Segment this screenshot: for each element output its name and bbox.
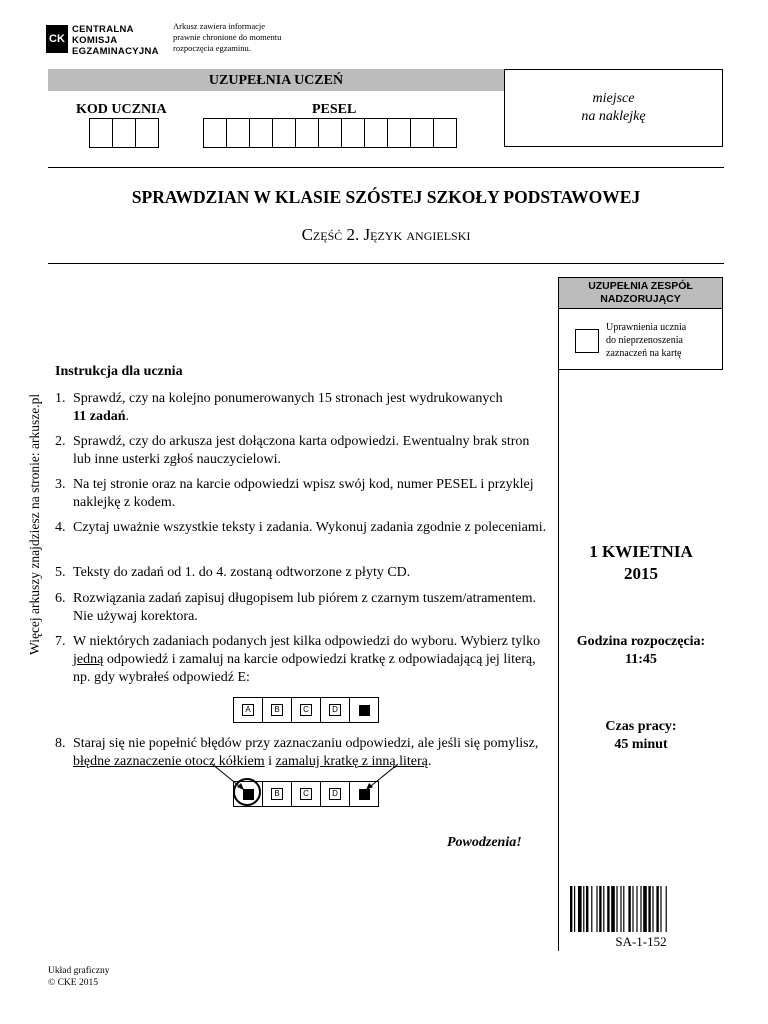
- footer-credits: Układ graficzny © CKE 2015: [48, 966, 110, 988]
- instruction-item: 2. Sprawdź, czy do arkusza jest dołączona karta odpowiedzi. Ewentualny brak stron lub inne usterki zgłoś nauczycielowi.: [55, 434, 530, 467]
- pesel-box[interactable]: [410, 118, 434, 148]
- exam-code: SA-1-152: [615, 934, 667, 949]
- legal-notice: Arkusz zawiera informacje prawnie chronione do momentu rozpoczęcia egzaminu.: [173, 21, 282, 53]
- instruction-item: 4. Czytaj uważnie wszystkie teksty i zadania. Wykonuj zadania zgodnie z poleceniami.: [55, 520, 547, 535]
- student-section-header: UZUPEŁNIA UCZEŃ: [48, 69, 504, 91]
- pesel-boxes[interactable]: [203, 118, 456, 148]
- start-time: Godzina rozpoczęcia: 11:45: [576, 634, 706, 667]
- pesel-box[interactable]: [226, 118, 250, 148]
- cke-logo-text: CENTRALNA KOMISJA EGZAMINACYJNA: [72, 24, 159, 57]
- filled-answer-box: [359, 705, 370, 716]
- proctor-section-header: UZUPEŁNIA ZESPÓŁ NADZORUJĄCY: [558, 277, 723, 309]
- pesel-box[interactable]: [364, 118, 388, 148]
- instruction-item: 7. W niektórych zadaniach podanych jest kilka odpowiedzi do wyboru. Wybierz tylko jedną odpowiedź i zamaluj na karcie odpowiedzi kratkę z odpowiadającą jej literą, np. gdy wybrałeś odpowiedź E:: [55, 634, 541, 685]
- circle-mark-icon: [233, 778, 261, 806]
- divider-bottom: [48, 263, 724, 264]
- instruction-item: 5. Teksty do zadań od 1. do 4. zostaną odtworzone z płyty CD.: [55, 565, 411, 580]
- code-box[interactable]: [89, 118, 113, 148]
- exam-date: 1 KWIETNIA 2015: [589, 542, 693, 583]
- instruction-item: 6. Rozwiązania zadań zapisuj długopisem lub piórem z czarnym tuszem/atramentem. Nie używaj korektora.: [55, 591, 536, 624]
- answer-box-a: A: [242, 704, 254, 716]
- pesel-box[interactable]: [249, 118, 273, 148]
- exam-title: SPRAWDZIAN W KLASIE SZÓSTEJ SZKOŁY PODSTAWOWEJ: [131, 187, 641, 207]
- answer-box-d: D: [329, 704, 341, 716]
- student-code-boxes[interactable]: [89, 118, 158, 148]
- instruction-item: 8. Staraj się nie popełnić błędów przy zaznaczaniu odpowiedzi, ale jeśli się pomylisz, błędne zaznaczenie otocz kółkiem i zamaluj kratkę z inną literą.: [55, 736, 539, 769]
- pesel-box[interactable]: [341, 118, 365, 148]
- right-column-border: [558, 277, 559, 951]
- code-box[interactable]: [112, 118, 136, 148]
- exam-subtitle: Część 2. Język angielski: [301, 225, 471, 244]
- pesel-box[interactable]: [203, 118, 227, 148]
- divider-top: [48, 167, 724, 168]
- pesel-box[interactable]: [272, 118, 296, 148]
- exam-duration: Czas pracy: 45 minut: [605, 719, 677, 752]
- pesel-box[interactable]: [387, 118, 411, 148]
- side-watermark-text: Więcej arkuszy znajdziesz na stronie: arkusze.pl: [27, 393, 42, 655]
- answer-box-b: B: [271, 704, 283, 716]
- pesel-box[interactable]: [295, 118, 319, 148]
- code-box[interactable]: [135, 118, 159, 148]
- barcode-icon: [570, 886, 712, 932]
- student-code-label: KOD UCZNIA: [76, 102, 167, 117]
- pesel-box[interactable]: [433, 118, 457, 148]
- pesel-label: PESEL: [312, 102, 357, 117]
- sticker-area: miejsce na naklejkę: [504, 69, 723, 147]
- instruction-item: 3. Na tej stronie oraz na karcie odpowiedzi wpisz swój kod, numer PESEL i przyklej naklejkę z kodem.: [55, 477, 534, 510]
- answer-box-b: B: [271, 788, 283, 800]
- instructions-title: Instrukcja dla ucznia: [55, 364, 183, 379]
- answer-box-c: C: [300, 704, 312, 716]
- answer-box-c: C: [300, 788, 312, 800]
- instruction-item: 1. Sprawdź, czy na kolejno ponumerowanych 15 stronach jest wydrukowanych 11 zadań.: [55, 391, 503, 424]
- accommodation-label: Uprawnienia ucznia do nieprzenoszenia zaznaczeń na kartę: [606, 322, 687, 359]
- good-luck-text: Powodzenia!: [447, 835, 522, 850]
- pesel-box[interactable]: [318, 118, 342, 148]
- answer-box-d: D: [329, 788, 341, 800]
- answer-example-correct: [233, 697, 379, 723]
- cke-logo: CK: [46, 25, 68, 53]
- filled-answer-box: [359, 789, 370, 800]
- accommodation-checkbox[interactable]: [575, 329, 599, 353]
